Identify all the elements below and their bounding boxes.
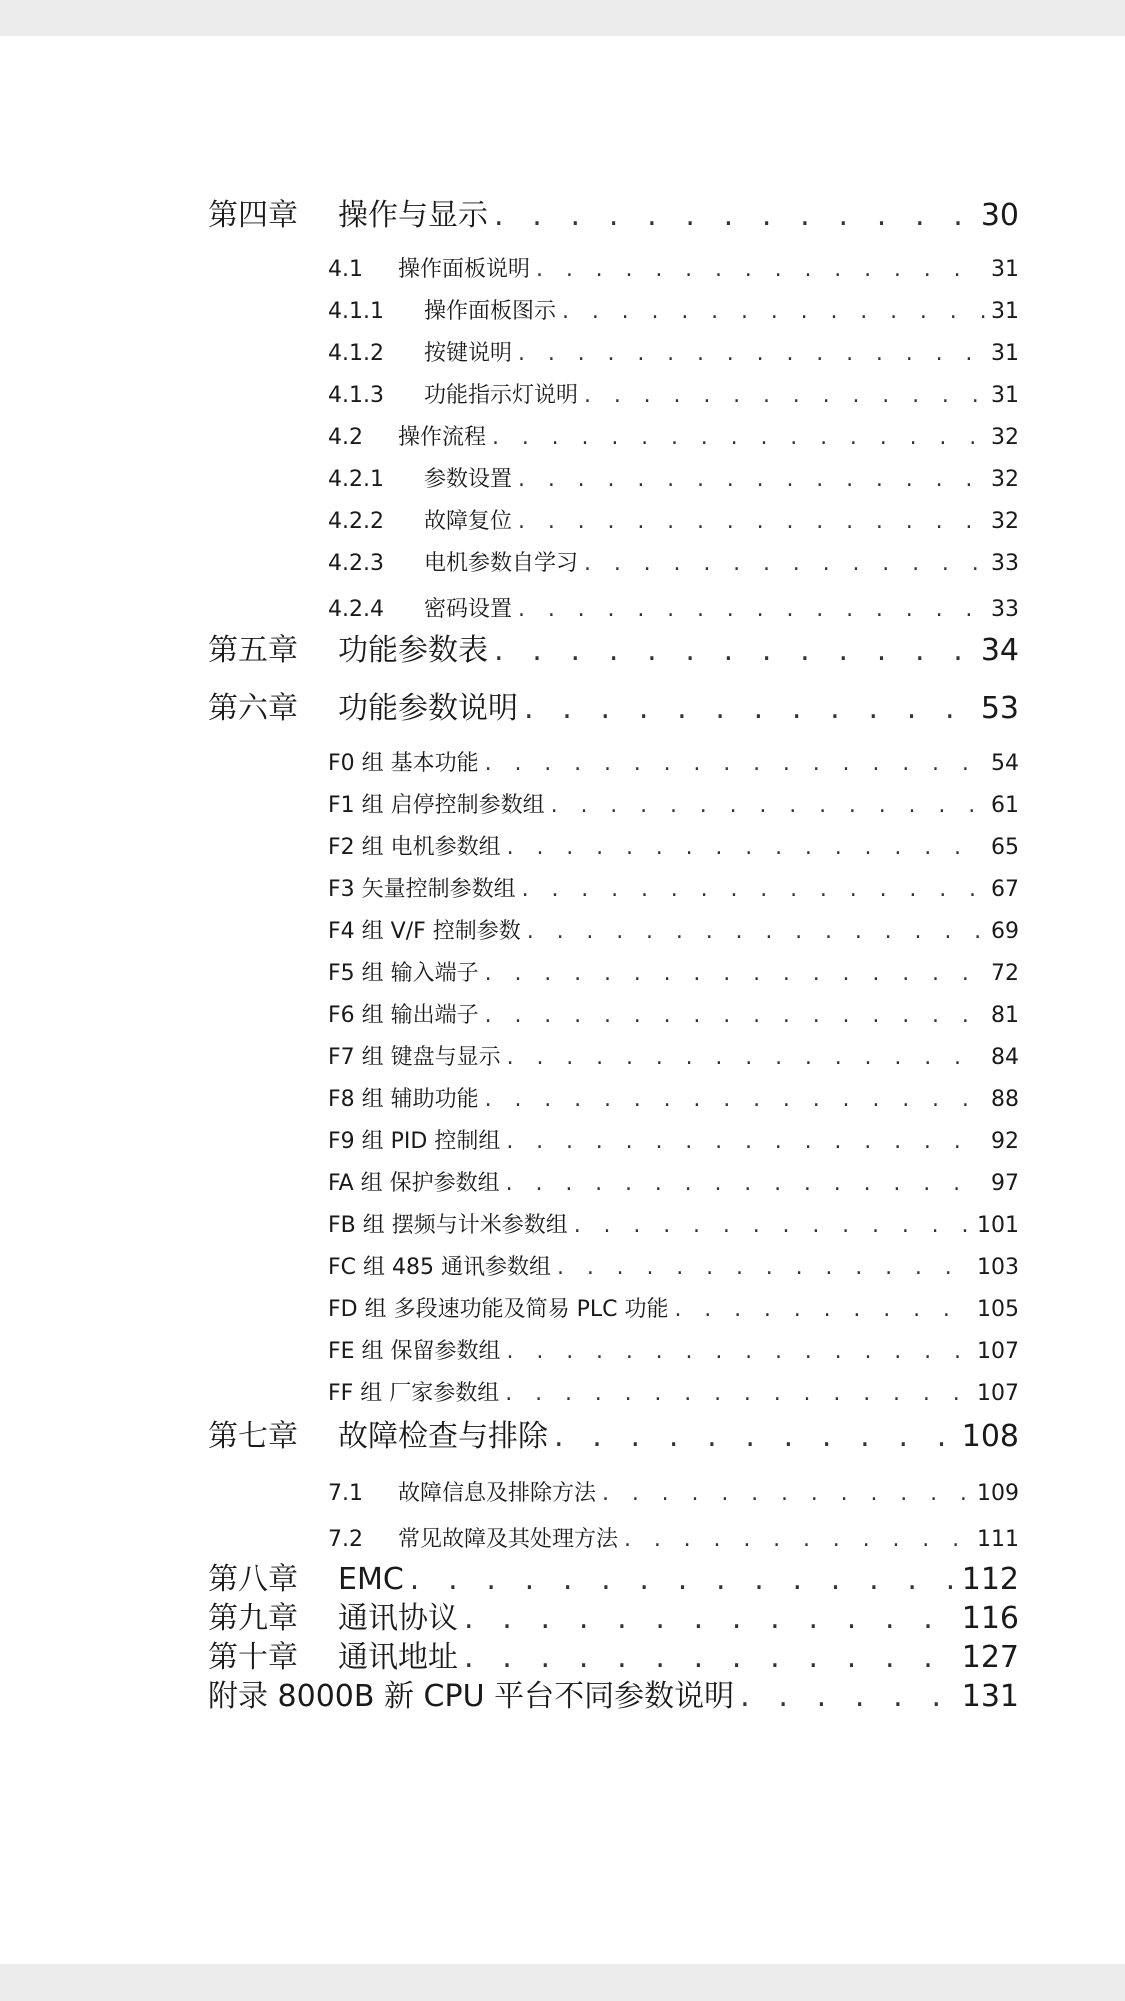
toc-group-f9[interactable] bbox=[328, 1124, 1019, 1155]
toc-title: 故障检查与排除 bbox=[338, 1419, 548, 1454]
toc-section-number: 4.1.1 bbox=[328, 299, 384, 324]
toc-label bbox=[328, 1522, 618, 1553]
toc-page-number: 34 bbox=[980, 633, 1019, 668]
toc-page-number: 103 bbox=[977, 1255, 1019, 1280]
toc-page-number: 108 bbox=[961, 1419, 1019, 1454]
toc-title: F6 组 输出端子 bbox=[328, 1003, 479, 1028]
toc-label bbox=[328, 504, 512, 535]
toc-chapter-number: 第五章 bbox=[208, 633, 298, 668]
toc-label bbox=[328, 462, 512, 493]
toc-title: FA 组 保护参数组 bbox=[328, 1171, 500, 1196]
toc-leader bbox=[624, 1527, 971, 1552]
toc-leader bbox=[507, 1339, 971, 1364]
toc-leader bbox=[485, 1003, 985, 1028]
toc-page-number: 31 bbox=[991, 257, 1019, 282]
toc-title: FC 组 485 通讯参数组 bbox=[328, 1255, 551, 1280]
toc-title: F3 矢量控制参数组 bbox=[328, 877, 516, 902]
toc-page-number: 101 bbox=[977, 1213, 1019, 1238]
toc-leader bbox=[574, 1213, 971, 1238]
toc-leader bbox=[518, 597, 985, 622]
toc-chapter-4[interactable] bbox=[208, 190, 1019, 234]
toc-label bbox=[208, 1593, 458, 1637]
toc-label bbox=[208, 1632, 458, 1676]
toc-chapter-number: 第四章 bbox=[208, 198, 298, 233]
toc-chapter-number: 第九章 bbox=[208, 1601, 298, 1636]
toc-title: 故障复位 bbox=[424, 509, 513, 534]
toc-group-f6[interactable] bbox=[328, 998, 1019, 1029]
toc-leader bbox=[554, 1419, 956, 1454]
toc-label bbox=[328, 252, 530, 283]
toc-chapter-number: 第十章 bbox=[208, 1640, 298, 1675]
toc-title: 按键说明 bbox=[424, 341, 513, 366]
toc-title: 操作面板说明 bbox=[398, 257, 531, 282]
toc-page-number: 116 bbox=[961, 1601, 1019, 1636]
toc-section-number: 4.2.4 bbox=[328, 597, 384, 622]
toc-title: 操作面板图示 bbox=[424, 299, 557, 324]
toc-leader bbox=[524, 691, 975, 726]
toc-title: 功能指示灯说明 bbox=[424, 383, 579, 408]
toc-page-number: 92 bbox=[991, 1129, 1019, 1154]
toc-leader bbox=[494, 633, 975, 668]
toc-title: F8 组 辅助功能 bbox=[328, 1087, 479, 1112]
toc-group-f8[interactable] bbox=[328, 1082, 1019, 1113]
toc-title: F0 组 基本功能 bbox=[328, 751, 479, 776]
toc-page-number: 33 bbox=[991, 597, 1019, 622]
toc-leader bbox=[494, 198, 975, 233]
toc-page-number: 33 bbox=[991, 551, 1019, 576]
toc-title: 功能参数说明 bbox=[338, 691, 518, 726]
toc-leader bbox=[584, 551, 985, 576]
toc-leader bbox=[518, 467, 985, 492]
toc-title: 附录 8000B 新 CPU 平台不同参数说明 bbox=[208, 1679, 735, 1714]
toc-group-f1[interactable] bbox=[328, 788, 1019, 819]
toc-leader bbox=[485, 961, 985, 986]
toc-leader bbox=[536, 257, 985, 282]
toc-chapter-number: 第七章 bbox=[208, 1419, 298, 1454]
toc-section-number: 4.2.1 bbox=[328, 467, 384, 492]
toc-chapter-9[interactable] bbox=[208, 1593, 1019, 1637]
toc-label bbox=[328, 378, 578, 409]
toc-title: 电机参数自学习 bbox=[424, 551, 579, 576]
toc-section-4-2-2[interactable] bbox=[328, 504, 1019, 535]
toc-section-number: 4.2 bbox=[328, 425, 363, 450]
toc-leader bbox=[410, 1562, 956, 1597]
toc-page-number: 72 bbox=[991, 961, 1019, 986]
toc-title: EMC bbox=[338, 1562, 404, 1597]
toc-leader bbox=[464, 1601, 956, 1636]
toc-appendix[interactable] bbox=[208, 1671, 1019, 1715]
toc-label bbox=[208, 683, 518, 727]
toc-page-number: 88 bbox=[991, 1087, 1019, 1112]
toc-leader bbox=[740, 1679, 956, 1714]
toc-section-4-1-1[interactable] bbox=[328, 294, 1019, 325]
toc-section-4-2-1[interactable] bbox=[328, 462, 1019, 493]
toc-group-f4[interactable] bbox=[328, 914, 1019, 945]
toc-title: F5 组 输入端子 bbox=[328, 961, 479, 986]
toc-label bbox=[208, 1554, 404, 1598]
toc-page-number: 31 bbox=[991, 383, 1019, 408]
toc-title: F2 组 电机参数组 bbox=[328, 835, 501, 860]
toc-page-number: 105 bbox=[977, 1297, 1019, 1322]
toc-section-4-1-3[interactable] bbox=[328, 378, 1019, 409]
toc-page-number: 30 bbox=[980, 198, 1019, 233]
toc-label bbox=[328, 336, 512, 367]
toc-title: F9 组 PID 控制组 bbox=[328, 1129, 501, 1154]
toc-group-fc[interactable] bbox=[328, 1250, 1019, 1281]
toc-title: FD 组 多段速功能及简易 PLC 功能 bbox=[328, 1297, 669, 1322]
toc-page-number: 67 bbox=[991, 877, 1019, 902]
toc-group-f5[interactable] bbox=[328, 956, 1019, 987]
toc-chapter-number: 第六章 bbox=[208, 691, 298, 726]
toc-group-f2[interactable] bbox=[328, 830, 1019, 861]
toc-label bbox=[208, 1411, 548, 1455]
toc-page-number: 31 bbox=[991, 341, 1019, 366]
toc-leader bbox=[518, 341, 985, 366]
toc-page-number: 81 bbox=[991, 1003, 1019, 1028]
toc-chapter-6[interactable] bbox=[208, 683, 1019, 727]
toc-page-number: 131 bbox=[961, 1679, 1019, 1714]
toc-page-number: 97 bbox=[991, 1171, 1019, 1196]
toc-label bbox=[208, 625, 488, 669]
toc-leader bbox=[506, 1129, 985, 1154]
toc-section-4-2[interactable] bbox=[328, 420, 1019, 451]
toc-leader bbox=[485, 751, 985, 776]
toc-title: 密码设置 bbox=[424, 597, 513, 622]
toc-page-number: 69 bbox=[991, 919, 1019, 944]
toc-page-number: 112 bbox=[961, 1562, 1019, 1597]
toc-leader bbox=[674, 1297, 971, 1322]
toc-chapter-10[interactable] bbox=[208, 1632, 1019, 1676]
toc-label bbox=[328, 1476, 596, 1507]
toc-section-number: 7.1 bbox=[328, 1481, 363, 1506]
toc-page-number: 54 bbox=[991, 751, 1019, 776]
toc-page-number: 53 bbox=[980, 691, 1019, 726]
toc-leader bbox=[506, 1171, 985, 1196]
toc-page-number: 31 bbox=[991, 299, 1019, 324]
toc-label bbox=[328, 420, 486, 451]
toc-group-fd[interactable] bbox=[328, 1292, 1019, 1323]
toc-title: F7 组 键盘与显示 bbox=[328, 1045, 501, 1070]
toc-label bbox=[328, 592, 512, 623]
toc-section-4-2-4[interactable] bbox=[328, 592, 1019, 623]
toc-leader bbox=[505, 1381, 971, 1406]
toc-label bbox=[328, 546, 578, 577]
toc-leader bbox=[584, 383, 985, 408]
toc-leader bbox=[507, 835, 985, 860]
toc-group-ff[interactable] bbox=[328, 1376, 1019, 1407]
toc-section-7-1[interactable] bbox=[328, 1476, 1019, 1507]
toc-title: FF 组 厂家参数组 bbox=[328, 1381, 500, 1406]
toc-section-number: 4.1.2 bbox=[328, 341, 384, 366]
toc-title: 参数设置 bbox=[424, 467, 513, 492]
toc-page-number: 107 bbox=[977, 1381, 1019, 1406]
toc-group-fb[interactable] bbox=[328, 1208, 1019, 1239]
toc-leader bbox=[557, 1255, 971, 1280]
toc-leader bbox=[492, 425, 985, 450]
toc-title: F1 组 启停控制参数组 bbox=[328, 793, 545, 818]
toc-title: 操作与显示 bbox=[338, 198, 488, 233]
toc-page-number: 65 bbox=[991, 835, 1019, 860]
toc-chapter-5[interactable] bbox=[208, 625, 1019, 669]
toc-leader bbox=[485, 1087, 985, 1112]
document-page bbox=[0, 36, 1125, 1964]
toc-title: 故障信息及排除方法 bbox=[398, 1481, 597, 1506]
toc-page-number: 127 bbox=[961, 1640, 1019, 1675]
toc-leader bbox=[602, 1481, 971, 1506]
toc-title: 常见故障及其处理方法 bbox=[398, 1527, 619, 1552]
toc-chapter-7[interactable] bbox=[208, 1411, 1019, 1455]
toc-section-number: 7.2 bbox=[328, 1527, 363, 1552]
toc-title: 操作流程 bbox=[398, 425, 487, 450]
toc-section-7-2[interactable] bbox=[328, 1522, 1019, 1553]
toc-leader bbox=[551, 793, 985, 818]
toc-label bbox=[208, 190, 488, 234]
toc-title: FE 组 保留参数组 bbox=[328, 1339, 501, 1364]
toc-leader bbox=[562, 299, 985, 324]
toc-page-number: 107 bbox=[977, 1339, 1019, 1364]
toc-page-number: 111 bbox=[977, 1527, 1019, 1552]
toc-leader bbox=[507, 1045, 985, 1070]
toc-title: 功能参数表 bbox=[338, 633, 488, 668]
toc-title: F4 组 V/F 控制参数 bbox=[328, 919, 521, 944]
toc-group-f3[interactable] bbox=[328, 872, 1019, 903]
toc-section-number: 4.1 bbox=[328, 257, 363, 282]
toc-page-number: 61 bbox=[991, 793, 1019, 818]
toc-chapter-number: 第八章 bbox=[208, 1562, 298, 1597]
toc-page-number: 109 bbox=[977, 1481, 1019, 1506]
toc-page-number: 32 bbox=[991, 509, 1019, 534]
toc-page-number: 84 bbox=[991, 1045, 1019, 1070]
toc-section-4-1-2[interactable] bbox=[328, 336, 1019, 367]
toc-title: 通讯地址 bbox=[338, 1640, 458, 1675]
toc-leader bbox=[518, 509, 985, 534]
toc-page-number: 32 bbox=[991, 425, 1019, 450]
toc-leader bbox=[522, 877, 985, 902]
toc-title: 通讯协议 bbox=[338, 1601, 458, 1636]
toc-title: FB 组 摆频与计米参数组 bbox=[328, 1213, 568, 1238]
toc-group-f0[interactable] bbox=[328, 746, 1019, 777]
toc-chapter-8[interactable] bbox=[208, 1554, 1019, 1598]
toc-group-fa[interactable] bbox=[328, 1166, 1019, 1197]
toc-label bbox=[328, 294, 556, 325]
toc-page-number: 32 bbox=[991, 467, 1019, 492]
toc-section-number: 4.1.3 bbox=[328, 383, 384, 408]
toc-leader bbox=[464, 1640, 956, 1675]
toc-section-number: 4.2.3 bbox=[328, 551, 384, 576]
toc-group-f7[interactable] bbox=[328, 1040, 1019, 1071]
toc-leader bbox=[527, 919, 985, 944]
toc-section-4-2-3[interactable] bbox=[328, 546, 1019, 577]
toc-section-4-1[interactable] bbox=[328, 252, 1019, 283]
toc-group-fe[interactable] bbox=[328, 1334, 1019, 1365]
toc-section-number: 4.2.2 bbox=[328, 509, 384, 534]
